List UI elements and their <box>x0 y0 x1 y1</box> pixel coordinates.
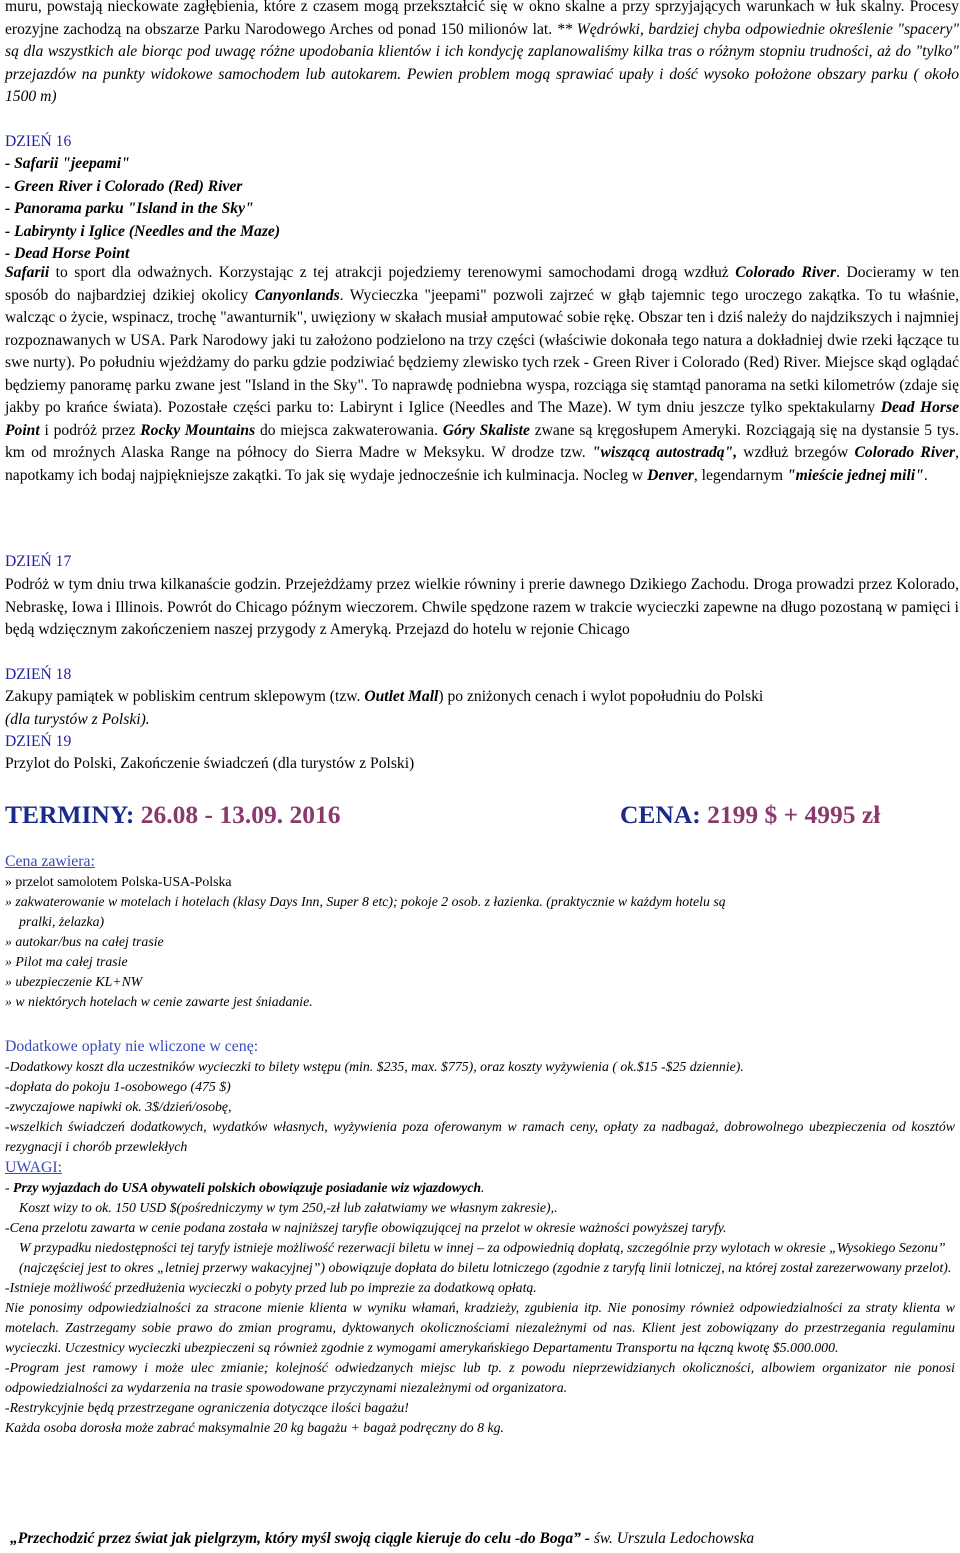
body-text: , napotkamy ich bodaj najpiękniejsze zakątki. To jak się wydaje jednocześnie ich kulminacja. Nocleg w <box>5 444 959 484</box>
intro-note: ** Wędrówki, bardziej chyba odpowiednie określenie "spacery" są dla wszystkich ale biorąc pod uwagę różne upodobania klientów i ich kondycję zaplanowaliśmy kilka tras o różnym stopniu trudności, aż do "tylko" przejazdów na punkty widokowe samochodem lub autokarem. Pewien problem mogą sprawiać upały i dość wysoko położone obszary parku ( około 1500 m) <box>5 20 959 105</box>
price-value: 2199 $ + 4995 zł <box>707 800 881 829</box>
visa-note: - Przy wyjazdach do USA obywateli polskich obowiązuje posiadanie wiz wjazdowych. <box>5 1180 485 1195</box>
list-item: Każda osoba dorosła może zabrać maksymalnie 20 kg bagażu + bagaż podręczny do 8 kg. <box>5 1420 504 1435</box>
list-item: - Panorama parku "Island in the Sky" <box>5 200 254 217</box>
visa-text: Przy wyjazdach do USA obywateli polskich obowiązuje posiadanie wiz wjazdowych <box>13 1180 482 1195</box>
list-item: -Dodatkowy koszt dla uczestników wycieczki to bilety wstępu (min. $235, max. $775), oraz koszty wyżywienia ( ok.$15 -$25 dziennie). <box>5 1059 744 1074</box>
list-item: pralki, żelazka) <box>19 914 105 929</box>
list-item: - Green River i Colorado (Red) River <box>5 177 243 195</box>
list-item: - Safarii "jeepami" <box>5 155 130 172</box>
body-text: , legendarnym <box>693 466 787 484</box>
includes-heading: Cena zawiera: <box>5 853 95 870</box>
list-item: » przelot samolotem Polska-USA-Polska <box>5 874 232 889</box>
body-text: . Wycieczka "jeepami" pozwoli zajrzeć w głąb tajemnic tego uroczego zakątka. To tu właśnie, walcząc o życie, wspinacz, trochę "awanturnik", uwięziony w skałach musiał amputować sobie rękę. Obszar ten i dziś należy do najdzikszych i najmniej rozpoznawanych w USA. Park Narodowy jaki tu założono podzielono na trzy części (właściwie dokonała tego natura a dokładniej dwie rzeki łączące tu swe nurty). Po południu wjeżdżamy do parku gdzie podziwiać będziemy zlewisko tych rzek - Green River i Colorado (Red) River. Miejsce skąd oglądać będziemy panoramę parku zwane jest "Island in the Sky". To naprawdę podniebna wyspa, rozciąga się stamtąd panorama na setki kilometrów (zdaje się jakby po krańce świata). Pozostałe części parku to: Labirynt i Iglice (Needles and The Maze). W tym dniu jeszcze tylko spektakularny <box>5 286 959 416</box>
list-item: -wszelkich świadczeń dodatkowych, wydatków własnych, wyżywienia poza oferowanym w ramach ceny, opłaty za nadbagaż, dobrowolnego ubezpieczenia od kosztów rezygnacji i chorób przewlekłych <box>5 1119 955 1154</box>
terms-label: TERMINY: <box>5 800 135 829</box>
body-text: i podróż przez <box>39 421 141 439</box>
day19-text: Przylot do Polski, Zakończenie świadczeń (dla turystów z Polski) <box>5 755 415 772</box>
quote-author: św. Urszula Ledochowska <box>589 1530 755 1547</box>
terms-line <box>5 799 341 831</box>
body-text: do miejsca zakwaterowania. <box>255 421 443 439</box>
em-text: Canyonlands <box>254 286 340 304</box>
includes-section <box>5 852 955 1012</box>
list-item: Nie ponosimy odpowiedzialności za stracone mienie klienta w wyniku włamań, kradzieży, zgubienia itp. Nie ponosimy również odpowiedzialności za straty klienta w motelach. Zastrzegamy sobie prawo do zmian programu, dyktowanych okolicznościami niezależnymi od nas. Klient jest zobowiązany do przestrzegania regulaminu wycieczki. Uczestnicy wycieczki ubezpieczeni są również zgodnie z wymogami amerykańskiego Departamentu Transportu na łączną kwotę $5.000.000. <box>5 1300 955 1355</box>
body-text: ) po zniżonych cenach i wylot popołudniu do Polski <box>438 688 764 705</box>
list-item: -Restrykcyjnie będą przestrzegane ograniczenia dotyczące ilości bagażu! <box>5 1400 409 1415</box>
em-text: Colorado River <box>735 264 837 281</box>
body-text: . <box>923 466 928 484</box>
em-text: "wiszącą autostradą", <box>591 444 738 461</box>
day16-list <box>5 153 280 266</box>
visa-cost: Koszt wizy to ok. 150 USD $(pośredniczymy w tym 250,-zł lub załatwiamy we własnym zakresie),. <box>19 1200 558 1215</box>
list-item: -dopłata do pokoju 1-osobowego (475 $) <box>5 1079 231 1094</box>
list-item: -Istnieje możliwość przedłużenia wycieczki o pobyty przed lub po imprezie za dodatkową opłatą. <box>5 1280 537 1295</box>
intro-text: muru, powstają nieckowate zagłębienia, które z czasem mogą przekształcić się w okno skalne a przy sprzyjających warunkach w łuk skalny. Procesy erozyjne zachodzą na obszarze Parku Narodowego Arches od ponad 150 milionów lat. <box>5 0 959 38</box>
list-item: » Pilot ma całej trasie <box>5 954 128 969</box>
list-item: » ubezpieczenie KL+NW <box>5 974 143 989</box>
extras-section <box>5 1037 955 1157</box>
day18-heading: DZIEŃ 18 <box>5 666 72 683</box>
em-text: Colorado River <box>854 444 956 461</box>
list-item: -Program jest ramowy i może ulec zmianie; kolejność odwiedzanych miejsc lub tp. z powodu nieprzewidzianych okoliczności, albowiem organizator nie ponosi odpowiedzialności za wydarzenia na trasie spowodowane przyczynami niezależnymi od organizatora. <box>5 1360 955 1395</box>
day17-heading: DZIEŃ 17 <box>5 553 72 570</box>
list-item: - Dead Horse Point <box>5 245 130 262</box>
list-item: » zakwaterowanie w motelach i hotelach (klasy Days Inn, Super 8 etc); pokoje 2 osob. z łazienka. (praktycznie w każdym hotelu są <box>5 894 726 909</box>
list-item: -Cena przelotu zawarta w cenie podana została w najniższej taryfie obowiązującej na przelot w okresie ważności powyższej taryfy. <box>5 1220 727 1235</box>
closing-quote <box>10 1530 754 1548</box>
list-item: W przypadku niedostępności tej taryfy istnieje możliwość rezerwacji biletu w innej – za odpowiednią dopłatą, szczególnie przy wylotach w okresie „Wysokiego Sezonu” (najczęściej jest to okres „letniej przerwy wakacyjnej”) obowiązuje dopłata do biletu lotniczego (zgodnie z taryfą linii lotniczej, na której został zarezerwowany przelot). <box>19 1240 952 1275</box>
list-item: -zwyczajowe napiwki ok. 3$/dzień/osobę, <box>5 1099 232 1114</box>
body-text: to sport dla odważnych. Korzystając z tej atrakcji pojedziemy terenowymi samochodami drogą wzdłuż <box>49 264 736 281</box>
list-item: - Labirynty i Iglice (Needles and the Maze) <box>5 222 281 240</box>
em-text: Rocky Mountains <box>140 421 256 439</box>
price-label: CENA: <box>620 800 701 829</box>
day19-heading: DZIEŃ 19 <box>5 733 72 750</box>
terms-value: 26.08 - 13.09. 2016 <box>140 800 341 829</box>
em-text: Safarii <box>5 264 50 281</box>
em-text: "mieście jednej mili" <box>786 466 924 484</box>
price-line <box>620 799 880 831</box>
em-text: Góry Skaliste <box>442 421 530 439</box>
em-text: Outlet Mall <box>364 688 439 705</box>
em-text: Dead Horse Point <box>5 399 959 439</box>
extras-heading: Dodatkowe opłaty nie wliczone w cenę: <box>5 1038 259 1055</box>
notes-section <box>5 1158 955 1438</box>
intro-paragraph <box>5 0 959 109</box>
body-text: zwane są kręgosłupem Ameryki. Rozciągają się na dystansie 5 tys. km od mroźnych Alaska Range na północy do Sierra Madre w Meksyku. W drodze tzw. <box>5 421 959 461</box>
day16-description <box>5 262 959 487</box>
list-item: » w niektórych hotelach w cenie zawarte jest śniadanie. <box>5 994 313 1009</box>
day17-text: Podróż w tym dniu trwa kilkanaście godzin. Przejeżdżamy przez wielkie równiny i prerie dawnego Dzikiego Zachodu. Droga prowadzi przez Kolorado, Nebraskę, Iowa i Illinois. Powrót do Chicago późnym wieczorem. Chwile spędzone razem w trakcie wycieczki zapewne na długo pozostaną w pamięci i będą wdzięcznym zakończeniem naszej przygody z Ameryką. Przejazd do hotelu w rejonie Chicago <box>5 576 959 638</box>
day16-heading: DZIEŃ 16 <box>5 133 72 150</box>
day18-text <box>5 686 959 731</box>
quote-text: „Przechodzić przez świat jak pielgrzym, który myśl swoją ciągle kieruje do celu -do Boga” - <box>10 1530 590 1547</box>
notes-heading: UWAGI: <box>5 1159 63 1176</box>
body-text: Zakupy pamiątek w pobliskim centrum sklepowym (tzw. <box>5 688 365 705</box>
body-text: (dla turystów z Polski). <box>5 710 150 728</box>
body-text: wzdłuż brzegów <box>737 444 855 461</box>
em-text: Denver <box>647 466 694 484</box>
body-text: . Docieramy w ten sposób do najbardziej dzikiej okolicy <box>5 264 959 304</box>
list-item: » autokar/bus na całej trasie <box>5 934 164 949</box>
